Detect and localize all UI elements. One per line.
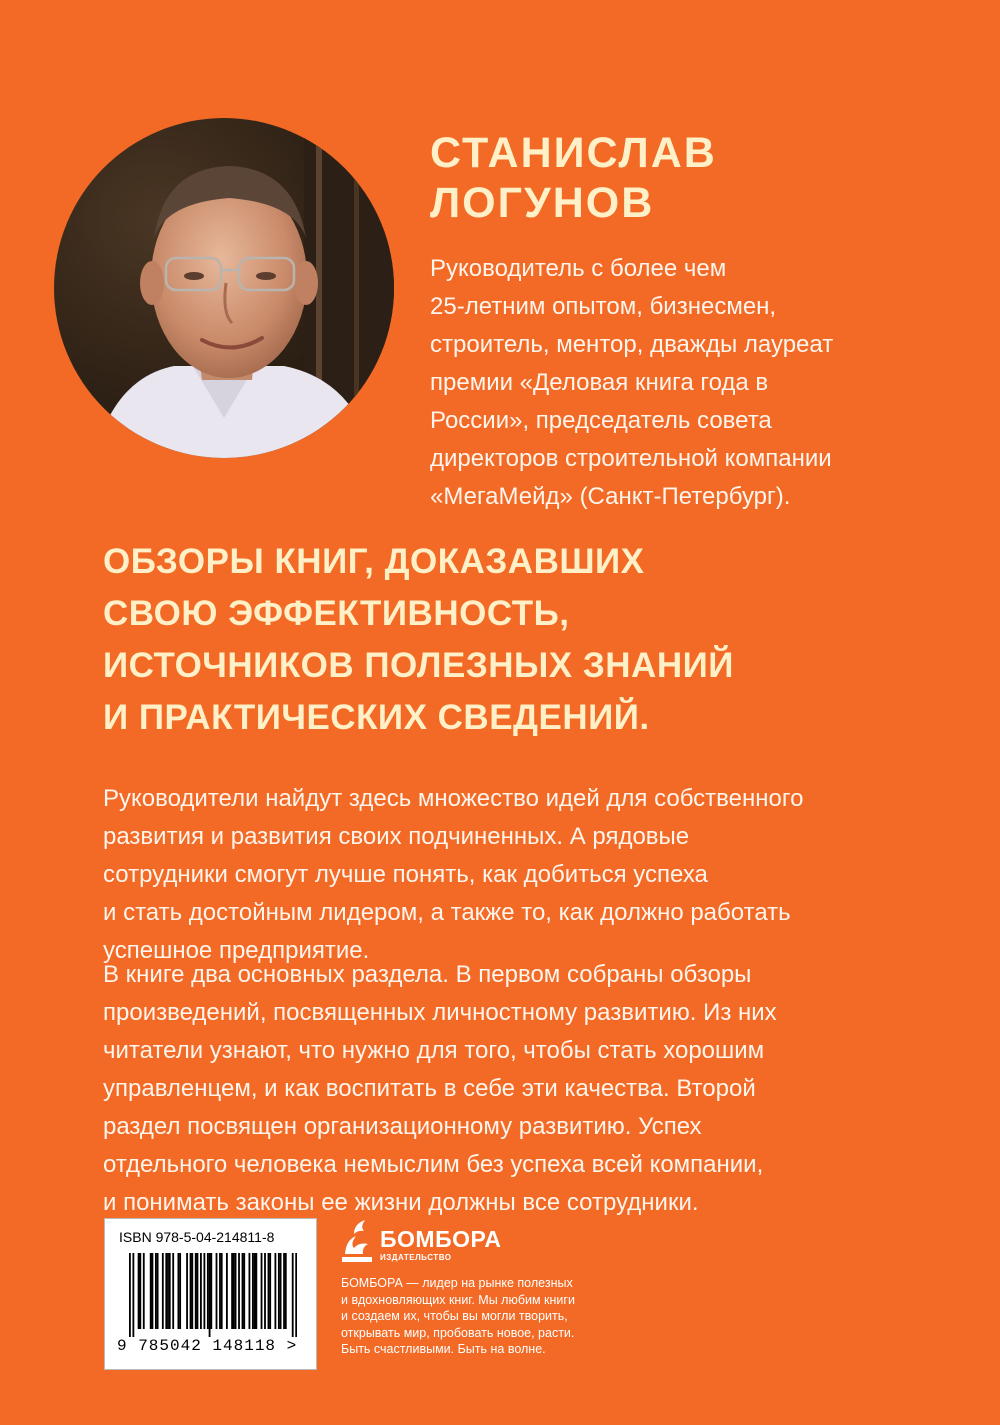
author-name-line: ЛОГУНОВ bbox=[430, 179, 655, 227]
description-paragraph-2 bbox=[103, 956, 963, 1222]
description-paragraph-1 bbox=[103, 780, 963, 970]
paragraph-line: Руководители найдут здесь множество идей для собственного bbox=[103, 785, 804, 812]
paragraph-line: развития и развития своих подчиненных. А рядовые bbox=[103, 823, 690, 850]
author-bio-line: строитель, ментор, дважды лауреат bbox=[430, 331, 834, 358]
isbn-barcode bbox=[104, 1218, 317, 1370]
publisher-description-line: Быть счастливыми. Быть на волне. bbox=[341, 1342, 546, 1356]
paragraph-line: сотрудники смогут лучше понять, как добиться успеха bbox=[103, 861, 708, 888]
paragraph-line: отдельного человека немыслим без успеха всей компании, bbox=[103, 1151, 764, 1178]
paragraph-line: читатели узнают, что нужно для того, чтобы стать хорошим bbox=[103, 1037, 765, 1064]
barcode-bars-icon bbox=[129, 1253, 297, 1337]
author-name bbox=[430, 128, 717, 228]
author-bio-line: директоров строительной компании bbox=[430, 445, 832, 472]
publisher-description-line: и создаем их, чтобы вы могли творить, bbox=[341, 1309, 568, 1323]
publisher-name: БОМБОРА bbox=[380, 1226, 502, 1252]
author-bio bbox=[430, 250, 970, 516]
author-name-line: СТАНИСЛАВ bbox=[430, 129, 717, 177]
headline-line: СВОЮ ЭФФЕКТИВНОСТЬ, bbox=[103, 594, 570, 633]
isbn-label: ISBN 978-5-04-214811-8 bbox=[119, 1229, 275, 1245]
paragraph-line: В книге два основных раздела. В первом собраны обзоры bbox=[103, 961, 752, 988]
publisher-logo bbox=[338, 1216, 502, 1266]
author-bio-line: премии «Деловая книга года в bbox=[430, 369, 769, 396]
author-photo bbox=[54, 118, 394, 458]
headline-line: ИСТОЧНИКОВ ПОЛЕЗНЫХ ЗНАНИЙ bbox=[103, 646, 734, 685]
ean-digits: 9 785042 148118 > bbox=[117, 1337, 298, 1355]
publisher-description-line: и вдохновляющих книг. Мы любим книги bbox=[341, 1292, 575, 1307]
paragraph-line: раздел посвящен организационному развитию. Успех bbox=[103, 1113, 702, 1140]
paragraph-line: успешное предприятие. bbox=[103, 937, 370, 964]
author-portrait-icon bbox=[54, 118, 394, 458]
publisher-description-line: БОМБОРА — лидер на рынке полезных bbox=[341, 1276, 573, 1290]
author-bio-line: «МегаМейд» (Санкт-Петербург). bbox=[430, 483, 791, 510]
publisher-description-line: открывать мир, пробовать новое, расти. bbox=[341, 1325, 575, 1340]
bombora-wave-logo-icon bbox=[338, 1216, 376, 1266]
publisher-subtitle: ИЗДАТЕЛЬСТВО bbox=[380, 1253, 452, 1262]
paragraph-line: управленцем, и как воспитать в себе эти качества. Второй bbox=[103, 1075, 756, 1102]
paragraph-line: и стать достойным лидером, а также то, как должно работать bbox=[103, 899, 791, 926]
paragraph-line: произведений, посвященных личностному развитию. Из них bbox=[103, 999, 777, 1026]
paragraph-line: и понимать законы ее жизни должны все сотрудники. bbox=[103, 1189, 699, 1216]
headline-line: ОБЗОРЫ КНИГ, ДОКАЗАВШИХ bbox=[103, 542, 645, 581]
author-bio-line: Руководитель с более чем bbox=[430, 255, 727, 282]
author-bio-line: России», председатель совета bbox=[430, 407, 772, 434]
author-bio-line: 25-летним опытом, бизнесмен, bbox=[430, 293, 777, 320]
headline-line: И ПРАКТИЧЕСКИХ СВЕДЕНИЙ. bbox=[103, 698, 650, 737]
book-headline bbox=[103, 536, 734, 744]
publisher-description bbox=[341, 1275, 575, 1358]
